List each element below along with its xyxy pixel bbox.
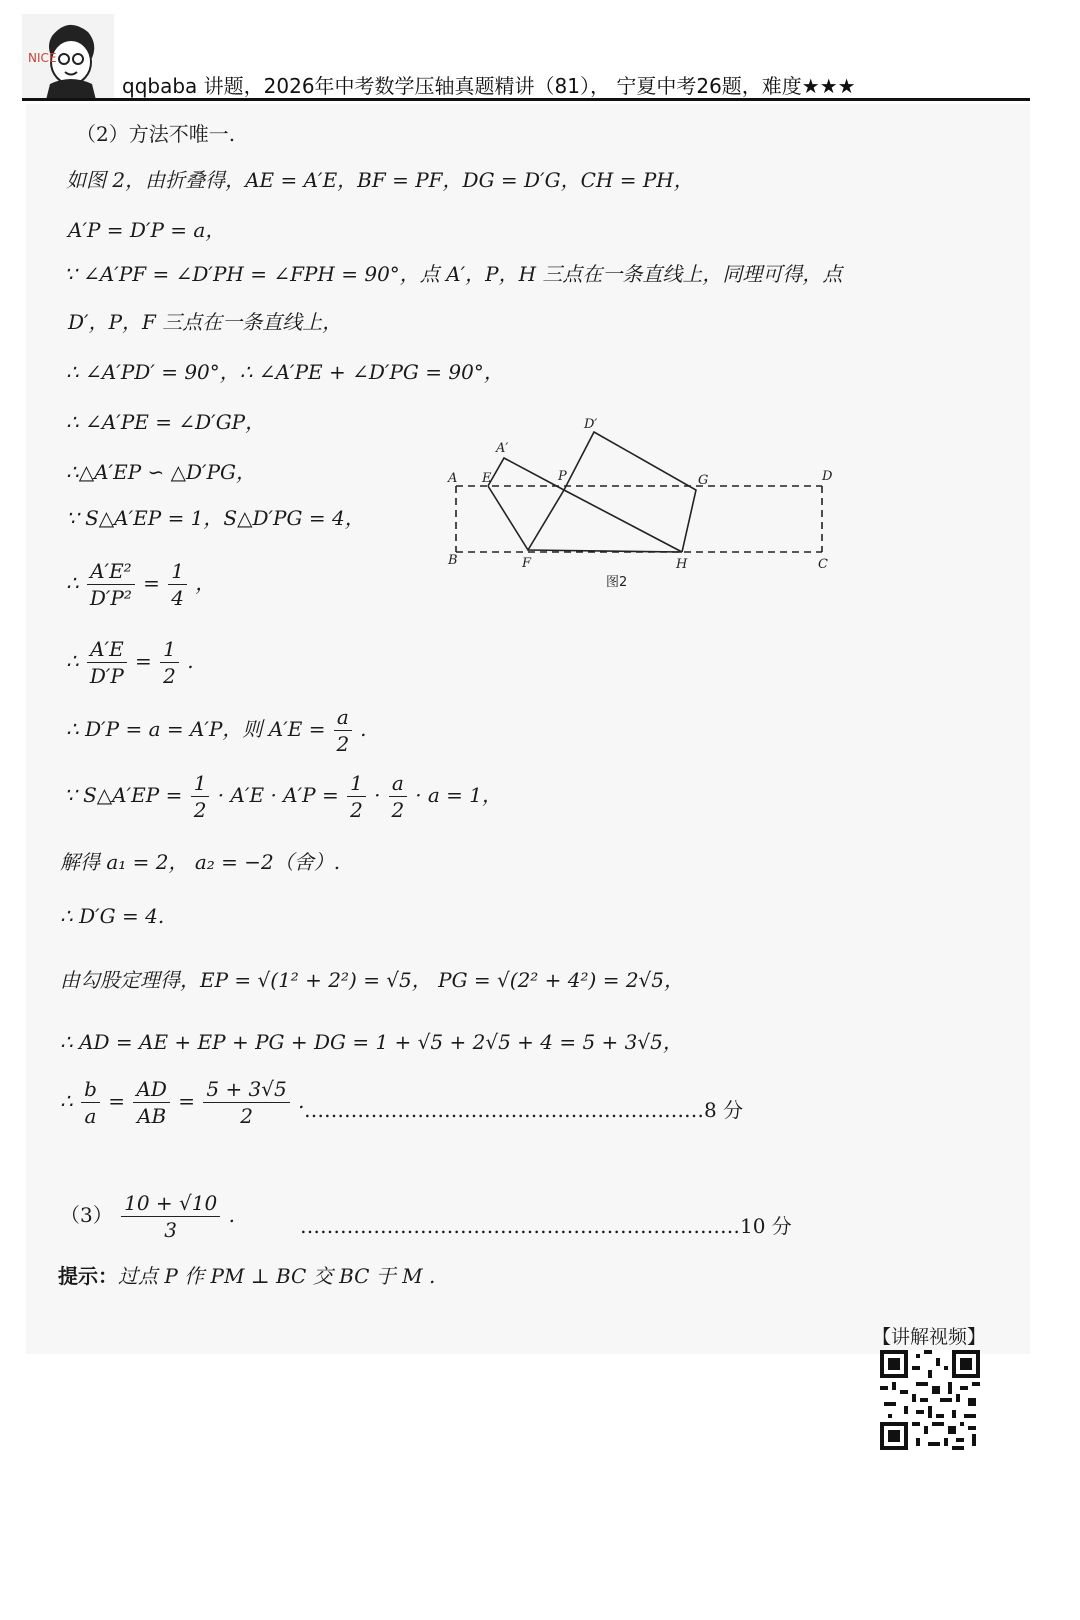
solution-line: ∵ S△A′EP = 1，S△D′PG = 4， <box>66 506 365 530</box>
figure-2-diagram <box>446 412 846 592</box>
header-title: qqbaba 讲题，2026年中考数学压轴真题精讲（81）， 宁夏中考26题，难度★★★ <box>122 74 856 98</box>
label-E: E <box>482 471 492 486</box>
solution-line: 如图 2，由折叠得，AE = A′E，BF = PF，DG = D′G，CH = PH， <box>66 168 694 192</box>
solution-line: ∴ AD = AE + EP + PG + DG = 1 + √5 + 2√5 + 4 = 5 + 3√5， <box>60 1030 683 1054</box>
solution-line: 解得 a₁ = 2， a₂ = −2（舍）. <box>60 850 341 874</box>
solution-line: 由勾股定理得，EP = √(1² + 2²) = √5， PG = √(2² + 4²) = 2√5， <box>60 968 685 992</box>
fraction: $\frac{b}{a}$ <box>81 1076 100 1129</box>
ratio-result-line: ∴ $\frac{b}{a}$ = $\frac{AD}{AB}$ = $\frac{5 + 3√5}{2}$ . <box>60 1077 305 1128</box>
solution-line: ∵ ∠A′PF = ∠D′PH = ∠FPH = 90°，点 A′，P，H 三点在一条直线上，同理可得，点 <box>64 262 843 286</box>
fraction: $\frac{a}{2}$ <box>389 770 407 823</box>
part3-answer-line: （3） $\frac{10 + √10}{3}$ . <box>60 1191 235 1242</box>
solution-line: ∴ D′G = 4. <box>60 904 165 928</box>
solution-line: ∴ D′P = a = A′P，则 A′E = $\frac{a}{2}$ . <box>66 705 367 756</box>
label-P: P <box>558 469 567 484</box>
fraction: $\frac{1}{4}$ <box>168 558 187 611</box>
fraction: $\frac{AD}{AB}$ <box>133 1076 169 1129</box>
fraction: $\frac{\text{A′E²}}{\text{D′P²}}$ <box>87 558 135 611</box>
page-header <box>22 14 1032 100</box>
fraction: $\frac{a}{2}$ <box>334 704 352 757</box>
figure-caption: 图2 <box>606 575 628 590</box>
header-divider <box>22 98 1030 101</box>
solution-line: ∴ ∠A′PD′ = 90°，∴ ∠A′PE + ∠D′PG = 90°， <box>66 360 504 384</box>
label-A: A <box>448 471 458 486</box>
solution-line: A′P = D′P = a， <box>68 218 226 242</box>
solution-line: D′，P，F 三点在一条直线上， <box>68 310 343 334</box>
qr-code-icon[interactable] <box>880 1350 980 1450</box>
label-C: C <box>818 557 828 572</box>
avatar-icon <box>22 14 114 100</box>
label-H: H <box>676 557 688 572</box>
solution-line: ∴ ∠A′PE = ∠D′GP， <box>66 410 266 434</box>
solution-line: ∴△A′EP ∽ △D′PG， <box>66 460 257 484</box>
fraction: $\frac{1}{2}$ <box>191 770 210 823</box>
video-label: 【讲解视频】 <box>872 1326 987 1348</box>
hint-label: 提示： <box>58 1264 118 1288</box>
area-equation-line: ∵ S△A′EP = $\frac{1}{2}$ · A′E · A′P = $\frac{1}{2}$ · $\frac{a}{2}$ · a = 1， <box>64 771 503 822</box>
fraction: $\frac{A'E}{D'P}$ <box>87 636 127 689</box>
label-F: F <box>522 556 532 571</box>
ratio-squared-line: ∴ $\frac{\text{A′E²}}{\text{D′P²}}$ = $\frac{1}{4}$ ， <box>66 559 216 610</box>
fraction: $\frac{1}{2}$ <box>347 770 366 823</box>
ratio-line: ∴ $\frac{A'E}{D'P}$ = $\frac{1}{2}$ . <box>66 637 194 688</box>
fraction: $\frac{1}{2}$ <box>160 636 179 689</box>
fraction: $\frac{10 + √10}{3}$ <box>121 1190 220 1243</box>
svg-text:NICE: NICE <box>28 51 57 65</box>
hint-text: 过点 P 作 PM ⊥ BC 交 BC 于 M . <box>118 1264 436 1288</box>
hint-line <box>58 1260 435 1289</box>
part2-heading: （2）方法不唯一. <box>76 122 236 146</box>
score-8: ……………………………………………………8 分 <box>304 1098 744 1122</box>
label-D-prime: D′ <box>584 417 598 432</box>
label-D: D <box>822 469 833 484</box>
fraction: $\frac{5 + 3√5}{2}$ <box>203 1076 289 1129</box>
label-A-prime: A′ <box>496 441 509 456</box>
label-B: B <box>448 553 458 568</box>
score-10: …………………………………………………………10 分 <box>300 1214 792 1238</box>
label-G: G <box>698 473 709 488</box>
